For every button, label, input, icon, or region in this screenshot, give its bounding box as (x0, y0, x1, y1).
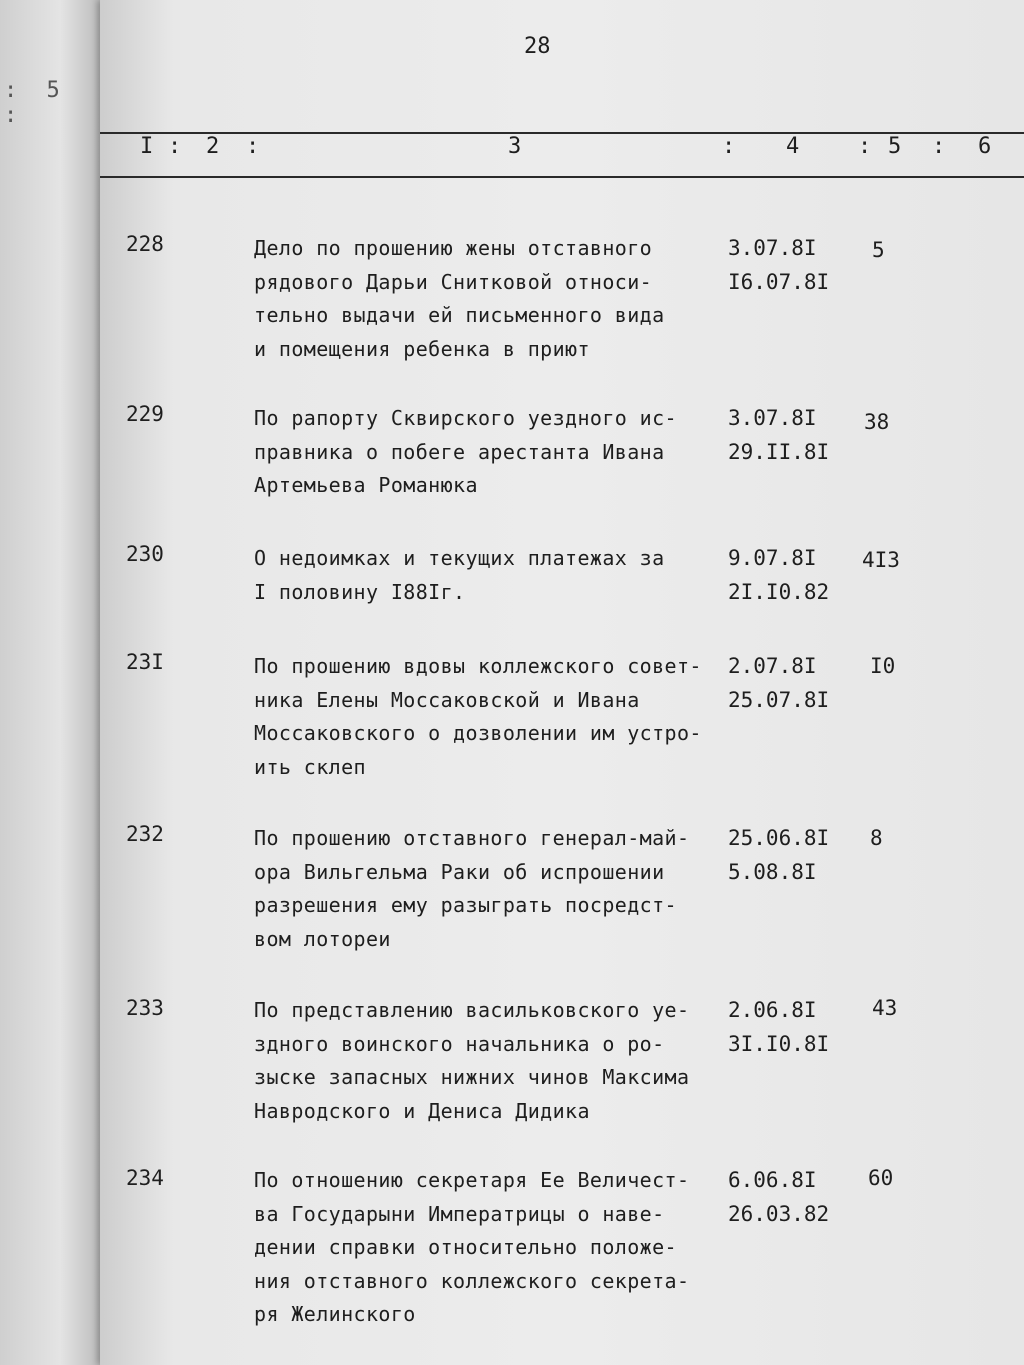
record-number: 234 (126, 1166, 164, 1190)
record-number: 232 (126, 822, 164, 846)
column-separator: : (932, 134, 946, 159)
record-dates: 3.07.8I 29.II.8I (728, 406, 830, 464)
record-dates: 2.07.8I 25.07.8I (728, 654, 830, 712)
column-header-2: 2 (206, 134, 220, 159)
record-dates: 6.06.8I 26.03.82 (728, 1168, 830, 1226)
column-header-5: 5 (888, 134, 902, 159)
record-number: 229 (126, 402, 164, 426)
page-number: 28 (524, 34, 551, 59)
column-header-3: 3 (508, 134, 522, 159)
record-number: 233 (126, 996, 164, 1020)
previous-page-fragment: : 5 : (4, 78, 68, 128)
record-description: По отношению секретаря Ее Величест- ва Государыни Императрицы о наве- дении справки относительно положе- ния отставного коллежского секрета- ря Желинского (254, 1168, 690, 1326)
record-description: По рапорту Сквирского уездного ис- правника о побеге арестанта Ивана Артемьева Романюка (254, 406, 677, 497)
record-sheet-count: 5 (872, 238, 885, 262)
column-separator: : (722, 134, 736, 159)
record-dates: 2.06.8I 3I.I0.8I (728, 998, 830, 1056)
column-separator: : (246, 134, 260, 159)
record-dates: 3.07.8I I6.07.8I (728, 236, 830, 294)
column-header-6: 6 (978, 134, 992, 159)
record-description: О недоимках и текущих платежах за I половину I88Iг. (254, 546, 665, 604)
record-number: 230 (126, 542, 164, 566)
record-sheet-count: 8 (870, 826, 883, 850)
record-description: Дело по прошению жены отставного рядового Дарьи Снитковой относи- тельно выдачи ей письменного вида и помещения ребенка в приют (254, 236, 665, 361)
column-header-1: I (140, 134, 154, 159)
record-sheet-count: 60 (868, 1166, 894, 1190)
column-separator: : (858, 134, 872, 159)
record-description: По представлению васильковского уе- здного воинского начальника о ро- зыске запасных нижних чинов Максима Навродского и Дениса Дидика (254, 998, 690, 1123)
record-description: По прошению отставного генерал-май- ора Вильгельма Раки об испрошении разрешения ему разыграть посредст- вом лотореи (254, 826, 690, 951)
record-dates: 25.06.8I 5.08.8I (728, 826, 830, 884)
column-header-4: 4 (786, 134, 800, 159)
record-sheet-count: I0 (870, 654, 896, 678)
record-description: По прошению вдовы коллежского совет- ника Елены Моссаковской и Ивана Моссаковского о дозволении им устро- ить склеп (254, 654, 702, 779)
record-dates: 9.07.8I 2I.I0.82 (728, 546, 830, 604)
record-sheet-count: 43 (872, 996, 898, 1020)
header-rule-bottom (100, 176, 1024, 178)
record-sheet-count: 4I3 (862, 548, 900, 572)
previous-page-edge (0, 0, 100, 1365)
header-rule-top (100, 132, 1024, 134)
column-separator: : (168, 134, 182, 159)
record-sheet-count: 38 (864, 410, 890, 434)
record-number: 228 (126, 232, 164, 256)
record-number: 23I (126, 650, 164, 674)
